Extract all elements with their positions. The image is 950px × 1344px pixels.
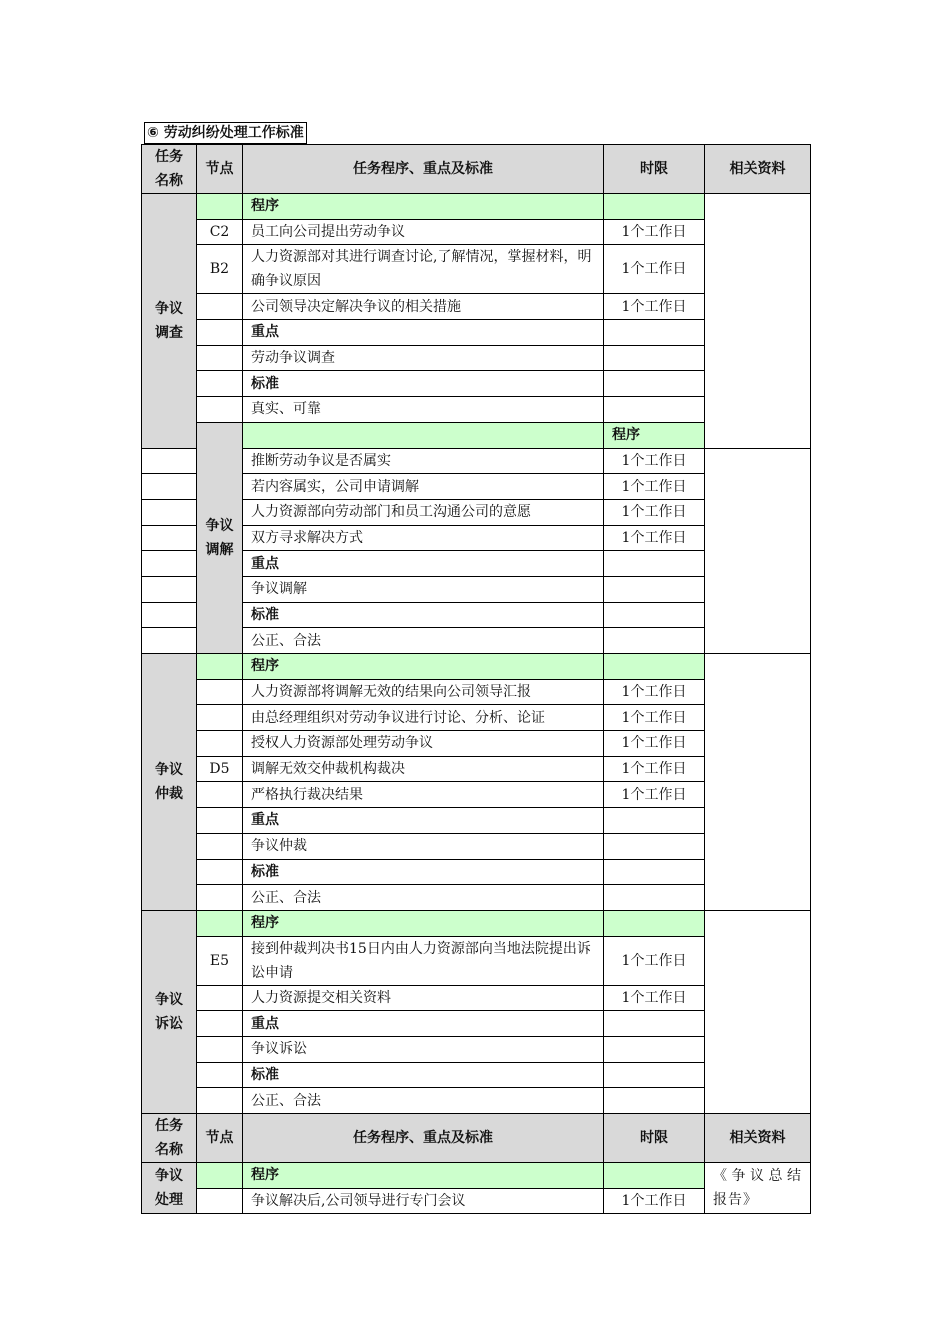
table-row xyxy=(142,551,811,577)
table-row xyxy=(142,628,811,654)
header-steps: 任务程序、重点及标准 xyxy=(243,1114,604,1163)
step-time: 1个工作日 xyxy=(604,499,705,525)
section-label-standard: 标准 xyxy=(243,602,604,628)
node-cell xyxy=(197,1188,243,1214)
table-row xyxy=(142,576,811,602)
time-cell xyxy=(604,1062,705,1088)
step-time: 1个工作日 xyxy=(604,936,705,985)
time-cell xyxy=(604,808,705,834)
step-time: 1个工作日 xyxy=(604,474,705,500)
section-label-key-points: 重点 xyxy=(243,808,604,834)
node-cell xyxy=(197,808,243,834)
node-cell xyxy=(142,551,197,577)
header-node: 节点 xyxy=(197,1114,243,1163)
step-time: 1个工作日 xyxy=(604,294,705,320)
time-cell xyxy=(604,345,705,371)
task-name-investigation: 争议调查 xyxy=(142,194,197,449)
step-text: 接到仲裁判决书15日内由人力资源部向当地法院提出诉讼申请 xyxy=(243,936,604,985)
step-time: 1个工作日 xyxy=(604,525,705,551)
labor-dispute-standard-table xyxy=(141,144,811,1214)
step-time: 1个工作日 xyxy=(604,679,705,705)
node-cell xyxy=(142,602,197,628)
time-cell xyxy=(604,628,705,654)
node-cell xyxy=(197,731,243,757)
step-text: 人力资源部向劳动部门和员工沟通公司的意愿 xyxy=(243,499,604,525)
header-time: 时限 xyxy=(604,1114,705,1163)
node-cell xyxy=(197,985,243,1011)
node-cell xyxy=(142,448,197,474)
step-time: 1个工作日 xyxy=(604,731,705,757)
step-text: 由总经理组织对劳动争议进行讨论、分析、论证 xyxy=(243,705,604,731)
step-time: 1个工作日 xyxy=(604,756,705,782)
table-row xyxy=(142,525,811,551)
node-cell xyxy=(197,397,243,423)
section-label-procedure: 程序 xyxy=(243,910,604,936)
header-task-name: 任务名称 xyxy=(142,145,197,194)
table-row xyxy=(142,194,811,220)
step-time: 1个工作日 xyxy=(604,985,705,1011)
node-cell xyxy=(197,782,243,808)
related-docs-investigation xyxy=(705,194,811,449)
node-cell xyxy=(197,320,243,346)
node-cell: D5 xyxy=(197,756,243,782)
step-time: 1个工作日 xyxy=(604,782,705,808)
related-docs-handling: 《争议总结报告》 xyxy=(705,1163,811,1214)
node-cell xyxy=(197,294,243,320)
section-label-standard: 标准 xyxy=(243,371,604,397)
step-text: 授权人力资源部处理劳动争议 xyxy=(243,731,604,757)
node-cell xyxy=(197,1062,243,1088)
time-cell xyxy=(604,371,705,397)
step-time: 1个工作日 xyxy=(604,705,705,731)
table-row xyxy=(142,474,811,500)
time-cell xyxy=(604,602,705,628)
section-label-standard: 标准 xyxy=(243,859,604,885)
time-cell xyxy=(604,194,705,220)
section-label-procedure: 程序 xyxy=(243,194,604,220)
table-header-row xyxy=(142,145,811,194)
node-cell xyxy=(197,1163,243,1189)
node-cell xyxy=(197,371,243,397)
time-cell xyxy=(604,654,705,680)
step-time: 1个工作日 xyxy=(604,245,705,294)
section-label-standard: 标准 xyxy=(243,1062,604,1088)
time-cell xyxy=(604,1011,705,1037)
step-text: 严格执行裁决结果 xyxy=(243,782,604,808)
node-cell xyxy=(197,1088,243,1114)
time-cell xyxy=(604,576,705,602)
key-point-text: 劳动争议调查 xyxy=(243,345,604,371)
table-row xyxy=(142,499,811,525)
header-ref: 相关资料 xyxy=(705,1114,811,1163)
node-cell xyxy=(197,705,243,731)
node-cell xyxy=(197,910,243,936)
standard-text: 真实、可靠 xyxy=(243,397,604,423)
node-cell xyxy=(197,1036,243,1062)
node-cell xyxy=(142,474,197,500)
node-cell xyxy=(197,679,243,705)
section-label-procedure: 程序 xyxy=(243,1163,604,1189)
time-cell xyxy=(604,910,705,936)
time-cell xyxy=(604,885,705,911)
key-point-text: 争议调解 xyxy=(243,576,604,602)
step-text: 若内容属实，公司申请调解 xyxy=(243,474,604,500)
step-time: 1个工作日 xyxy=(604,1188,705,1214)
time-cell xyxy=(604,551,705,577)
section-label-key-points: 重点 xyxy=(243,1011,604,1037)
node-cell: C2 xyxy=(197,219,243,245)
key-point-text: 争议仲裁 xyxy=(243,833,604,859)
header-time: 时限 xyxy=(604,145,705,194)
table-row xyxy=(142,654,811,680)
section-label-procedure: 程序 xyxy=(243,654,604,680)
node-cell xyxy=(197,194,243,220)
time-cell xyxy=(604,833,705,859)
node-cell xyxy=(142,525,197,551)
step-text: 公司领导决定解决争议的相关措施 xyxy=(243,294,604,320)
time-cell xyxy=(604,320,705,346)
node-cell xyxy=(197,654,243,680)
standard-text: 公正、合法 xyxy=(243,1088,604,1114)
node-cell xyxy=(197,345,243,371)
node-cell xyxy=(197,859,243,885)
task-name-handling: 争议处理 xyxy=(142,1163,197,1214)
node-cell xyxy=(197,833,243,859)
step-text: 双方寻求解决方式 xyxy=(243,525,604,551)
table-header-row xyxy=(142,1114,811,1163)
header-node: 节点 xyxy=(197,145,243,194)
step-text: 人力资源部将调解无效的结果向公司领导汇报 xyxy=(243,679,604,705)
section-label-procedure: 程序 xyxy=(604,422,705,448)
step-text: 推断劳动争议是否属实 xyxy=(243,448,604,474)
node-cell xyxy=(197,1011,243,1037)
header-ref: 相关资料 xyxy=(705,145,811,194)
step-time: 1个工作日 xyxy=(604,219,705,245)
step-text: 人力资源提交相关资料 xyxy=(243,985,604,1011)
table-row xyxy=(142,1163,811,1189)
step-text: 人力资源部对其进行调查讨论,了解情况，掌握材料，明确争议原因 xyxy=(243,245,604,294)
header-steps: 任务程序、重点及标准 xyxy=(243,145,604,194)
task-name-mediation: 争议调解 xyxy=(197,422,243,653)
header-task-name: 任务名称 xyxy=(142,1114,197,1163)
node-cell xyxy=(243,422,604,448)
task-name-arbitration: 争议仲裁 xyxy=(142,654,197,911)
standard-text: 公正、合法 xyxy=(243,628,604,654)
time-cell xyxy=(604,859,705,885)
task-name-litigation: 争议诉讼 xyxy=(142,910,197,1113)
node-cell xyxy=(197,885,243,911)
step-time: 1个工作日 xyxy=(604,448,705,474)
page-title: ⑥ 劳动纠纷处理工作标准 xyxy=(144,122,307,144)
key-point-text: 争议诉讼 xyxy=(243,1036,604,1062)
step-text: 争议解决后,公司领导进行专门会议 xyxy=(243,1188,604,1214)
step-text: 员工向公司提出劳动争议 xyxy=(243,219,604,245)
table-row xyxy=(142,448,811,474)
section-label-key-points: 重点 xyxy=(243,320,604,346)
node-cell: B2 xyxy=(197,245,243,294)
time-cell xyxy=(604,397,705,423)
table-row xyxy=(142,602,811,628)
step-text: 调解无效交仲裁机构裁决 xyxy=(243,756,604,782)
section-label-key-points: 重点 xyxy=(243,551,604,577)
node-cell: E5 xyxy=(197,936,243,985)
node-cell xyxy=(142,499,197,525)
table-row xyxy=(142,910,811,936)
time-cell xyxy=(604,1036,705,1062)
related-docs-arbitration xyxy=(705,654,811,911)
node-cell xyxy=(142,628,197,654)
standard-text: 公正、合法 xyxy=(243,885,604,911)
related-docs-litigation xyxy=(705,910,811,1113)
time-cell xyxy=(604,1163,705,1189)
time-cell xyxy=(604,1088,705,1114)
node-cell xyxy=(142,576,197,602)
